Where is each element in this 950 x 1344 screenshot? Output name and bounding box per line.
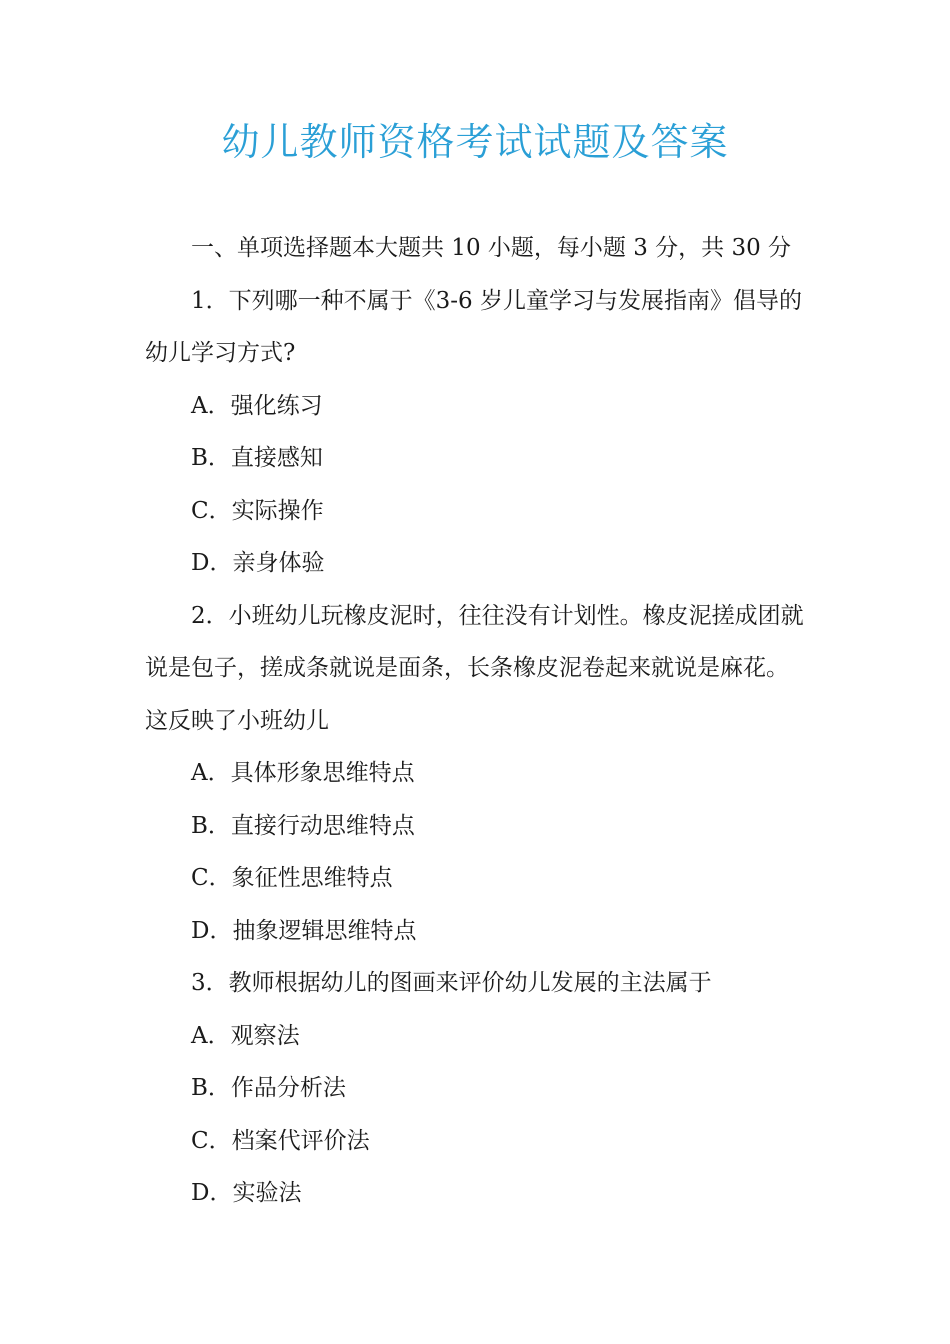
option-d: D．实验法 xyxy=(191,1180,302,1206)
question-stem: 2．小班幼儿玩橡皮泥时，往往没有计划性。橡皮泥搓成团就说是包子，搓成条就说是面条，长条橡皮泥卷起来就说是麻花。这反映了小班幼儿 xyxy=(145,602,804,734)
section-heading: 一、单项选择题本大题共 10 小题，每小题 3 分，共 30 分 xyxy=(191,235,792,261)
question-stem: 1．下列哪一种不属于《3-6 岁儿童学习与发展指南》倡导的幼儿学习方式? xyxy=(145,287,802,366)
question-stem: 3．教师根据幼儿的图画来评价幼儿发展的主法属于 xyxy=(191,970,712,996)
option-b: B．直接行动思维特点 xyxy=(191,812,415,839)
option-c: C．实际操作 xyxy=(191,497,324,524)
option-a: A．观察法 xyxy=(191,1022,300,1049)
option-d: D．抽象逻辑思维特点 xyxy=(191,917,417,944)
option-c: C．档案代评价法 xyxy=(191,1127,370,1154)
option-b: B．作品分析法 xyxy=(191,1075,346,1101)
question-1 xyxy=(145,275,810,590)
option-b: B．直接感知 xyxy=(191,445,323,471)
document-body xyxy=(145,222,810,1220)
question-2 xyxy=(145,590,810,958)
option-c: C．象征性思维特点 xyxy=(191,865,393,891)
question-3 xyxy=(145,957,810,1220)
option-d: D．亲身体验 xyxy=(191,550,325,576)
document-title: 幼儿教师资格考试试题及答案 xyxy=(221,120,729,164)
option-a: A．强化练习 xyxy=(191,392,323,419)
option-a: A．具体形象思维特点 xyxy=(191,760,415,786)
